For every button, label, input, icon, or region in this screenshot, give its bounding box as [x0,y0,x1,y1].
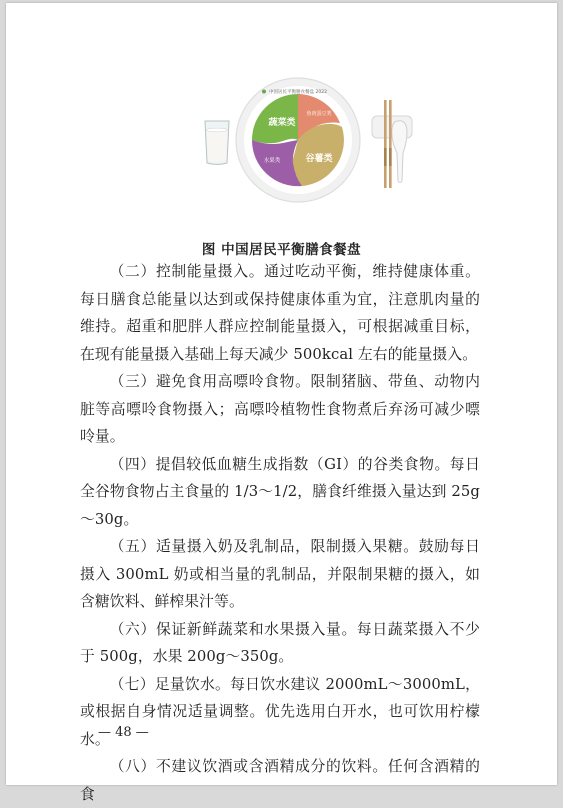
plate-header: 中国居民平衡膳食餐盘 2022 [269,90,327,95]
diet-plate [236,78,360,202]
page-number: — 48 — [98,725,149,740]
paragraph: （三）避免食用高嘌呤食物。限制猪脑、带鱼、动物内脏等高嘌呤食物摄入；高嘌呤植物性食物煮后弃汤可减少嘌呤量。 [80,373,480,445]
spoon-chopsticks-icon [372,100,412,188]
plate-logo-icon [262,90,266,94]
balanced-diet-plate-figure [6,3,557,228]
milk-glass-icon [205,121,229,165]
paragraph: （七）足量饮水。每日饮水建议 2000mL～3000mL，或根据自身情况适量调整。优先选用白开水，也可饮用柠檬水。 [80,675,480,748]
paragraph: （六）保证新鲜蔬菜和水果摄入量。每日蔬菜摄入不少于 500g，水果 200g～350g。 [80,620,480,665]
document-page [6,3,557,803]
paragraph: （四）提倡较低血糖生成指数（GI）的谷类食物。每日全谷物食物占主食量的 1/3～1/2，膳食纤维摄入量达到 25g～30g。 [80,455,480,528]
section-label-vegetable: 蔬菜类 [268,118,296,128]
section-label-meat: 鱼肉蛋豆类 [306,111,332,117]
section-label-grain: 谷薯类 [305,154,333,164]
section-label-fruit: 水果类 [263,158,281,164]
paragraph: （二）控制能量摄入。通过吃动平衡，维持健康体重。每日膳食总能量以达到或保持健康体重为宜，注意肌肉量的维持。超重和肥胖人群应控制能量摄入，可根据减重目标，在现有能量摄入基础上每天减少 500kcal 左右的能量摄入。 [80,263,480,363]
paragraph: （八）不建议饮酒或含酒精成分的饮料。任何含酒精的食 [80,758,480,803]
paragraph: （五）适量摄入奶及乳制品，限制摄入果糖。鼓励每日摄入 300mL 奶或相当量的乳制品，并限制果糖的摄入，如含糖饮料、鲜榨果汁等。 [80,538,480,610]
figure-caption: 图 中国居民平衡膳食餐盘 [201,242,362,258]
